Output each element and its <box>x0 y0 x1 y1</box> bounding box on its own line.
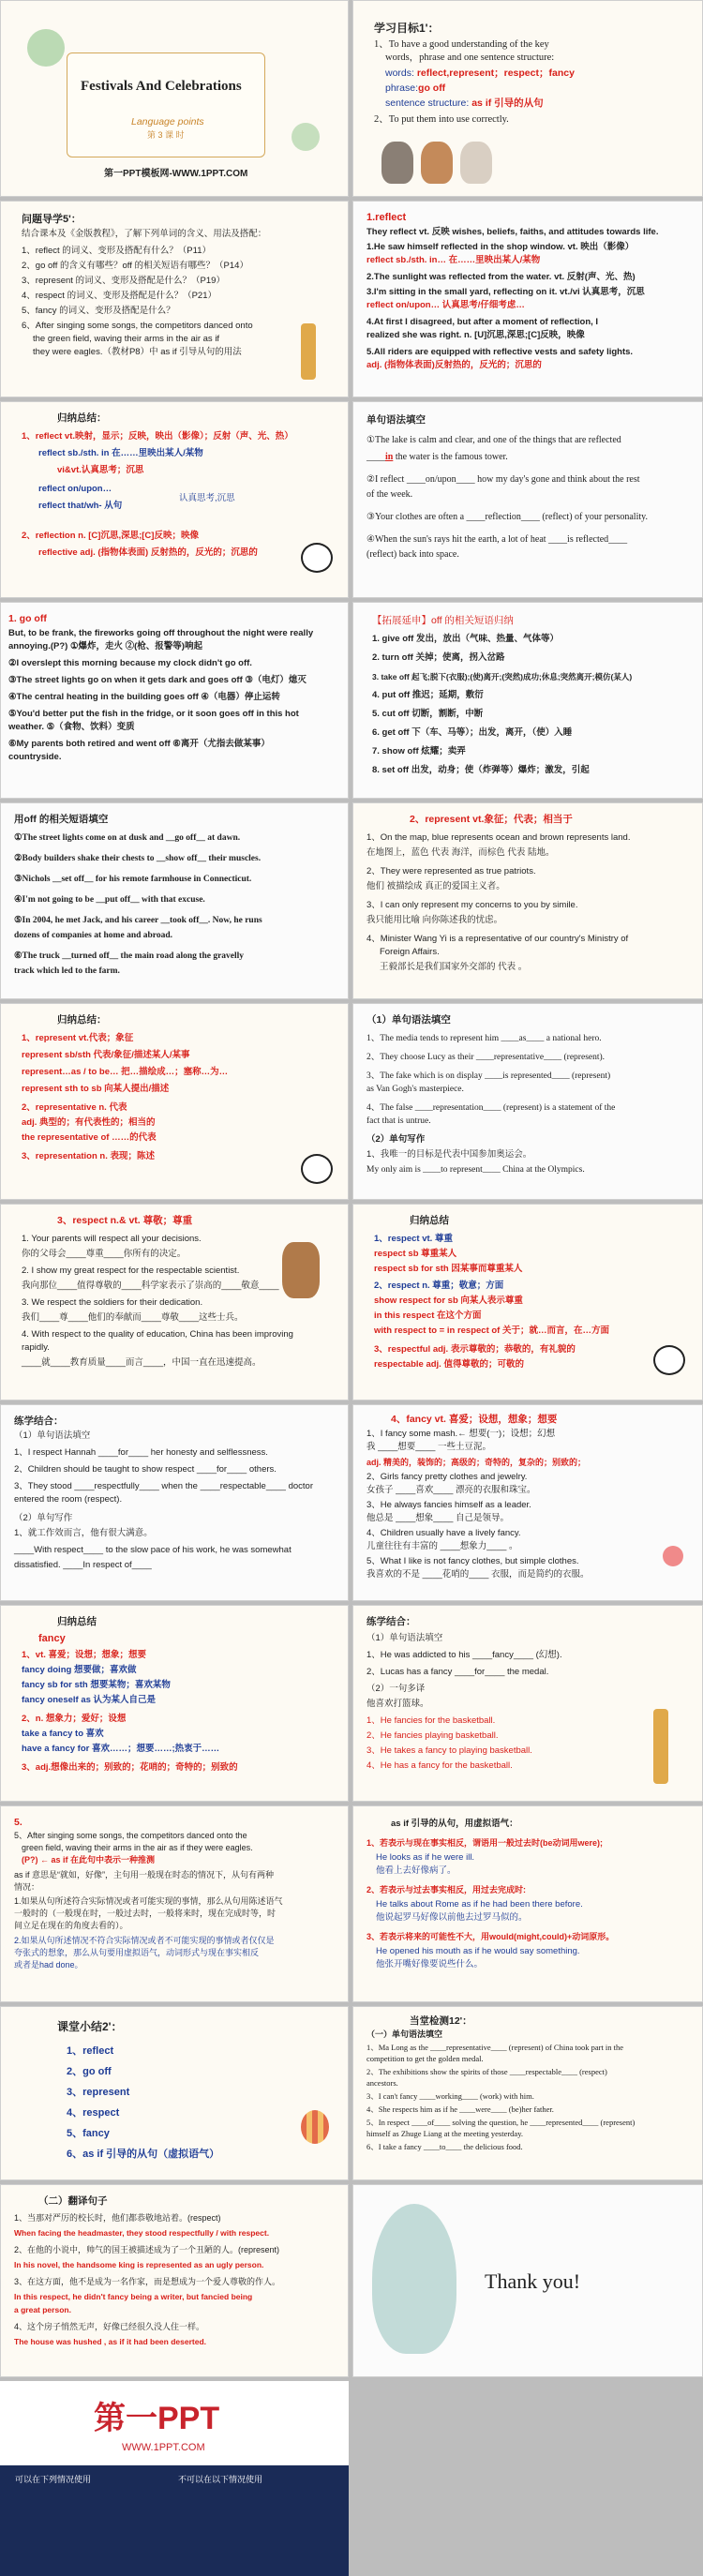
rep-summary-1: 1、represent vt.代表；象征 <box>22 1033 134 1043</box>
respect-line-7: 4. With respect to the quality of education, China has been improving <box>22 1329 293 1340</box>
off-ex-6: dozens of companies at home and abroad. <box>14 931 172 940</box>
rep-summary-6: adj. 典型的；有代表性的；相当的 <box>22 1117 156 1128</box>
words-label: words: <box>385 67 417 79</box>
objective-line-5 <box>385 97 544 110</box>
off-phrase-7: 7. show off 炫耀；卖弄 <box>372 746 466 756</box>
rep-ex-9: My only aim is ____to represent____ China at the Olympics. <box>366 1165 585 1175</box>
resp-summary-7: with respect to = in respect of 关于；就…而言，在…方面 <box>374 1325 609 1336</box>
resp-summary-heading: 归纳总结 <box>410 1215 449 1226</box>
rep-ex-3: 3、The fake which is on display ____is represented____ (represent) <box>366 1071 611 1081</box>
represent-line-9: 王毅部长是我们国家外交部的 代表 。 <box>380 962 528 972</box>
empty-area <box>352 2381 703 2576</box>
phrase-label: phrase: <box>385 82 419 94</box>
blank-line: ____ <box>366 452 385 462</box>
fancy-summary-6: take a fancy to 喜欢 <box>22 1729 104 1739</box>
resp-summary-5: show respect for sb 向某人表示尊重 <box>374 1295 523 1306</box>
as-if-line-2: green field, waving their arms in the air as if they were eagles. <box>22 1843 253 1852</box>
respect-heading: 3、respect n.& vt. 尊敬；尊重 <box>57 1215 193 1226</box>
resp-ex-1: 1、I respect Hannah ____for____ her honesty and selflessness. <box>14 1447 268 1458</box>
represent-line-1: 1、On the map, blue represents ocean and brown represents land. <box>366 832 631 843</box>
respect-line-3: 2. I show my great respect for the respectable scientist. <box>22 1266 240 1276</box>
check-6: 4、She respects him as if he ____were____ (be)her father. <box>366 2104 554 2114</box>
slide-as-if-subjunctive <box>352 1805 703 2002</box>
summary-item-1: 1、reflect <box>67 2045 114 2057</box>
summary-item-5: 5、fancy <box>67 2128 110 2139</box>
slide-off-phrases <box>352 602 703 799</box>
resp-ex-2: 2、Children should be taught to show respect ____for____ others. <box>14 1464 277 1475</box>
footer-text: 第一PPT模板网-WWW.1PPT.COM <box>104 169 248 179</box>
go-off-line-2: annoying.(P?) ①爆炸，走火 ②(枪、报警等)响起 <box>8 641 202 651</box>
fancy-summary-7: have a fancy for 喜欢……；想要……;热衷于…… <box>22 1744 220 1754</box>
represent-line-4: 他们 被描绘成 真正的爱国主义者。 <box>366 881 505 891</box>
go-off-line-5: ④The central heating in the building goes off ④（电器）停止运转 <box>8 692 280 702</box>
deer-icon <box>282 1242 320 1298</box>
as-if-line-7: 一般时的（一般现在时，一般过去时，一般将来时，现在完成时等，时 <box>14 1909 277 1918</box>
fancy-line-9: 儿童往往有丰富的 ____想象力____ 。 <box>366 1541 518 1551</box>
class-summary-heading: 课堂小结2'： <box>57 2020 123 2033</box>
as-if-heading: 5. <box>14 1817 22 1828</box>
objective-line-2: words，phrase and one sentence structure: <box>385 52 555 63</box>
off-exercise-heading: 用off 的相关短语填空 <box>14 814 109 825</box>
fancy-line-10: 5、What I like is not fancy clothes, but simple clothes. <box>366 1556 579 1566</box>
slide-check <box>352 2006 703 2180</box>
respect-line-8: rapidly. <box>22 1342 50 1353</box>
guide-item-2: 2、go off 的含义有哪些？off 的相关短语有哪些？（P14） <box>22 261 248 271</box>
rep-ex-7: （2）单句写作 <box>366 1134 426 1145</box>
guide-item-6b: the green field, waving their arms in the air as if <box>33 334 220 344</box>
rep-summary-3: represent…as / to be… 把…描绘成…；塞称…为… <box>22 1067 229 1077</box>
animal-icon-2 <box>421 142 453 184</box>
title-box <box>67 52 265 157</box>
fancy-line-7: 他总是 ____想象____ 自己是领导。 <box>366 1513 510 1523</box>
translation-9: The house was hushed , as if it had been deserted. <box>14 2337 206 2346</box>
go-off-line-4: ③The street lights go on when it gets dark and goes off ③（电灯）熄灭 <box>8 675 307 685</box>
off-phrase-5: 5. cut off 切断，割断，中断 <box>372 709 484 719</box>
resp-ex-3: 3、They stood ____respectfully____ when the ____respectable____ doctor <box>14 1481 313 1491</box>
flower-icon <box>663 1546 683 1566</box>
exercise-line-2-rest: the water is the famous tower. <box>395 452 508 462</box>
go-off-heading: 1. go off <box>8 613 47 624</box>
slide-respect-exercise <box>0 1404 349 1601</box>
off-ex-2: ②Body builders shake their chests to __show off__ their muscles. <box>14 854 262 863</box>
brand-col-1: 可以在下列情况使用 <box>15 2475 92 2484</box>
fancy-ex-5: 1、He fancies for the basketball. <box>366 1715 496 1726</box>
off-phrase-8: 8. set off 出发，动身；使（炸弹等）爆炸；激发，引起 <box>372 765 590 775</box>
translation-7: a great person. <box>14 2305 71 2314</box>
slide-reflect <box>352 201 703 397</box>
reflect-line-3: reflect sb./sth. in… 在……里映出某人/某物 <box>366 255 541 265</box>
slide-fancy <box>352 1404 703 1601</box>
respect-line-4: 我向那位____值得尊敬的____科学家表示了崇高的____敬意____ <box>22 1281 279 1291</box>
subj-line-1: as if 引导的从句，用虚拟语气： <box>391 1819 518 1829</box>
fancy-summary-heading: 归纳总结 <box>57 1616 97 1627</box>
fancy-heading: 4、fancy vt. 喜爱；设想，想象；想要 <box>391 1414 558 1425</box>
fancy-summary-4: fancy oneself as 认为某人自己是 <box>22 1695 157 1705</box>
rep-ex-4: as Van Gogh's masterpiece. <box>366 1085 464 1094</box>
go-off-line-6: ⑤You'd better put the fish in the fridge, or it soon goes off in this hot <box>8 709 299 719</box>
represent-line-7: 4、Minister Wang Yi is a representative of our country's Ministry of <box>366 934 629 944</box>
rep-summary-5: 2、representative n. 代表 <box>22 1102 127 1113</box>
objective-line-6: 2、To put them into use correctly. <box>374 114 509 125</box>
represent-line-6: 我只能用比喻 向你陈述我的忧虑。 <box>366 915 503 925</box>
objective-line-4 <box>385 82 445 95</box>
respect-line-5: 3. We respect the soldiers for their dedication. <box>22 1297 203 1308</box>
subj-line-7: 他说起罗马好像以前他去过罗马似的。 <box>376 1912 528 1923</box>
slide-reflect-summary <box>0 401 349 598</box>
summary-line-3: vi&vt.认真思考；沉思 <box>57 465 144 475</box>
translation-2: When facing the headmaster, they stood respectfully / with respect. <box>14 2228 270 2238</box>
animal-icon-3 <box>460 142 492 184</box>
slide-title-text: Festivals And Celebrations <box>81 79 242 94</box>
fancy-ex-heading: 练学结合： <box>366 1616 416 1627</box>
slide-represent <box>352 802 703 999</box>
summary-line-1: 1、reflect vt.映射，显示；反映，映出（影像）；反射（声、光、热） <box>22 431 293 442</box>
fancy-line-5: 女孩子 ____喜欢____ 漂亮的衣服和珠宝。 <box>366 1485 536 1495</box>
rep-ex-1: 1、The media tends to represent him ____as____ a national hero. <box>366 1034 602 1043</box>
slide-fancy-exercise <box>352 1605 703 1802</box>
panda-icon <box>301 543 333 573</box>
as-if-line-11: 或者是had done。 <box>14 1960 83 1969</box>
check-7: 5、In respect ____of____ solving the question, he ____represented____ (represent) <box>366 2118 636 2127</box>
subj-line-4: 他看上去好像病了。 <box>376 1865 456 1876</box>
subj-line-8: 3、若表示将来的可能性不大，用would(might,could)+动词原形。 <box>366 1932 615 1941</box>
as-if-line-1: 5、After singing some songs, the competitors danced onto the <box>14 1831 247 1840</box>
guide-item-6c: they were eagles.（教材P8）中 as if 引导从句的用法 <box>33 347 242 357</box>
as-if-line-4: as if 意思是“就如，好像”，主句用一般现在时态的情况下，从句有两种 <box>14 1870 275 1880</box>
objective-line-3 <box>385 67 575 80</box>
summary-line-4: reflect on/upon… <box>38 484 112 494</box>
go-off-line-3: ②I overslept this morning because my clock didn't go off. <box>8 658 252 668</box>
fancy-line-1: 1、I fancy some mash.← 想要(一)；设想；幻想 <box>366 1429 556 1439</box>
translation-5: 3、在这方面，他不是成为一名作家，而是想成为一个爱人尊敬的作人。 <box>14 2277 281 2286</box>
resp-summary-1: 1、respect vt. 尊重 <box>374 1234 453 1244</box>
rep-summary-7: the representative of ……的代表 <box>22 1132 157 1143</box>
brand-logo: 第一PPT <box>94 2401 220 2436</box>
check-8: himself as Zhuge Liang at the meeting yesterday. <box>366 2129 524 2138</box>
reflect-line-5: 3.I'm sitting in the small yard, reflecting on it. vt./vi 认真思考，沉思 <box>366 287 645 297</box>
respect-line-2: 你的父母会____尊重____你所有的决定。 <box>22 1249 187 1259</box>
resp-summary-8: 3、respectful adj. 表示尊敬的；恭敬的，有礼貌的 <box>374 1344 576 1355</box>
leaf-icon <box>27 29 65 67</box>
fancy-ex-4: 他喜欢打篮球。 <box>366 1699 429 1709</box>
off-phrase-2: 2. turn off 关掉；使离，拐入岔路 <box>372 652 505 663</box>
reflect-heading: 1.reflect <box>366 212 407 223</box>
summary-item-3: 3、represent <box>67 2087 130 2098</box>
reflect-line-1: They reflect vt. 反映 wishes, beliefs, faiths, and attitudes towards life. <box>366 227 659 237</box>
slide-objectives <box>352 0 703 197</box>
guide-item-3: 3、represent 的词义、变形及搭配是什么？（P19） <box>22 276 225 286</box>
resp-ex-0: （1）单句语法填空 <box>14 1430 91 1441</box>
off-phrase-6: 6. get off 下（车、马等）；出发，离开，（使）入睡 <box>372 727 573 738</box>
fancy-line-3: adj. 精美的，装饰的；高级的；奇特的，复杂的；别致的； <box>366 1458 587 1467</box>
slide-represent-summary <box>0 1003 349 1200</box>
summary-line-8: reflective adj. (指物体表面) 反射热的，反光的；沉思的 <box>38 547 258 558</box>
objectives-heading: 学习目标1'： <box>374 22 440 35</box>
off-ex-7: ⑥The truck __turned off__ the main road along the gravelly <box>14 951 245 961</box>
slide-reflect-exercise <box>352 401 703 598</box>
exercise-line-6: ④When the sun's rays hit the earth, a lot of heat ____is reflected____ <box>366 534 628 545</box>
translation-8: 4、这个房子悄然无声，好像已经很久没人住一样。 <box>14 2322 205 2331</box>
represent-line-2: 在地图上，蓝色 代表 海洋，而棕色 代表 陆地。 <box>366 847 555 858</box>
summary-line-5: reflect that/wh- 从句 <box>38 501 123 511</box>
off-phrase-1: 1. give off 发出，放出（气味、热量、气体等） <box>372 634 559 644</box>
off-phrase-4: 4. put off 推迟；延期，敷衍 <box>372 690 484 700</box>
represent-heading: 2、represent vt.象征；代表；相当于 <box>410 814 573 825</box>
guide-item-5: 5、fancy 的词义、变形及搭配是什么？ <box>22 306 175 316</box>
summary-heading: 归纳总结： <box>57 412 107 424</box>
as-if-line-8: 间立足在现在的角度去看的）。 <box>14 1921 128 1930</box>
fancy-ex-6: 2、He fancies playing basketball. <box>366 1730 499 1741</box>
resp-summary-9: respectable adj. 值得尊敬的；可敬的 <box>374 1359 524 1370</box>
subj-line-9: He opened his mouth as if he would say something. <box>376 1946 580 1956</box>
resp-ex-8: dissatisfied. ____In respect of____ <box>14 1560 152 1570</box>
exercise-line-7: (reflect) back into space. <box>366 549 459 560</box>
resp-ex-5: （2）单句写作 <box>14 1513 73 1523</box>
subj-line-6: He talks about Rome as if he had been there before. <box>376 1899 583 1910</box>
subj-line-2: 1、若表示与现在事实相反，谓语用一般过去时(be动词用were); <box>366 1838 604 1848</box>
reflect-line-10: adj. (指物体表面)反射热的，反光的；沉思的 <box>366 360 542 370</box>
exercise-line-2 <box>366 451 508 464</box>
resp-ex-6: 1、就工作效而言，他有很大满意。 <box>14 1528 153 1538</box>
thanks-text: Thank you! <box>485 2269 581 2293</box>
check-2: competition to get the golden medal. <box>366 2054 484 2063</box>
exercise-line-3: ②I reflect ____on/upon____ how my day's gone and think about the rest <box>366 474 640 485</box>
summary-line-2: reflect sb./sth. in 在……里映出某人/某物 <box>38 448 203 458</box>
rep-ex-6: fact that is untrue. <box>366 1116 431 1126</box>
summary-item-6: 6、as if 引导的从句（虚拟语气） <box>67 2149 220 2160</box>
brand-url: WWW.1PPT.COM <box>122 2442 205 2453</box>
fancy-summary-2: fancy doing 想要做；喜欢做 <box>22 1665 137 1675</box>
subj-line-10: 他张开嘴好像要说些什么。 <box>376 1959 484 1969</box>
fancy-summary-3: fancy sb for sth 想要某物；喜欢某物 <box>22 1680 171 1690</box>
resp-ex-7: ____With respect____ to the slow pace of his work, he was somewhat <box>14 1545 292 1555</box>
translation-6: In this respect, he didn't fancy being a writer, but fancied being <box>14 2292 253 2301</box>
check-9: 6、I take a fancy ____to____ the delicious food. <box>366 2142 523 2151</box>
guide-item-4: 4、respect 的词义、变形及搭配是什么？（P21） <box>22 291 217 301</box>
slide-respect-summary <box>352 1204 703 1400</box>
as-if-line-5: 情况： <box>14 1882 40 1892</box>
go-off-line-9: countryside. <box>8 752 62 762</box>
as-if-line-9: 2.如果从句所述情况不符合实际情况或者不可能实现的事情或者仅仅是 <box>14 1936 275 1945</box>
words-value: reflect,represent；respect；fancy <box>416 67 575 79</box>
slide-off-exercise <box>0 802 349 999</box>
reflect-line-4: 2.The sunlight was reflected from the water. vt. 反射(声、光、热) <box>366 272 636 282</box>
guide-item-6: 6、After singing some songs, the competitors danced onto <box>22 321 253 331</box>
off-phrase-3: 3. take off 起飞;脱下(衣服);(使)离开;(突然)成功;休息;突然离开;模仿(某人) <box>372 672 633 681</box>
resp-summary-4: 2、respect n. 尊重；敬意；方面 <box>374 1281 504 1291</box>
slide-class-summary <box>0 2006 349 2180</box>
slide-go-off <box>0 602 349 799</box>
summary-line-7: 2、reflection n. [C]沉思,深思;[C]反映；映像 <box>22 531 199 541</box>
rep-summary-heading: 归纳总结： <box>57 1014 107 1026</box>
fancy-ex-0: （1）单句语法填空 <box>366 1633 443 1643</box>
check-1: 1、Ma Long as the ____representative____ (represent) of China took part in the <box>366 2043 624 2052</box>
rep-summary-8: 3、representation n. 表现；陈述 <box>22 1151 155 1161</box>
fancy-line-2: 我 ____想要____ 一些土豆泥。 <box>366 1442 492 1452</box>
reflect-line-2: 1.He saw himself reflected in the shop window. vt. 映出（影像） <box>366 242 635 252</box>
brand-panel <box>0 2381 349 2576</box>
subj-line-3: He looks as if he were ill. <box>376 1852 475 1863</box>
reflect-line-7: 4.At first I disagreed, but after a moment of reflection, I <box>366 317 599 327</box>
check-0: （一）单句语法填空 <box>366 2029 443 2039</box>
respect-line-1: 1. Your parents will respect all your decisions. <box>22 1234 202 1244</box>
resp-ex-4: entered the room (respect). <box>14 1494 123 1505</box>
fancy-line-11: 我喜欢的不是 ____花哨的____ 衣服，而是简约的衣服。 <box>366 1569 590 1580</box>
resp-ex-heading: 练学结合： <box>14 1415 64 1427</box>
slide-respect <box>0 1204 349 1400</box>
resp-summary-3: respect sb for sth 因某事而尊重某人 <box>374 1264 523 1274</box>
off-ex-3: ③Nichols __set off__ for his remote farmhouse in Connecticut. <box>14 875 252 884</box>
rep-summary-4: represent sth to sb 向某人提出/描述 <box>22 1084 170 1094</box>
fancy-ex-1: 1、He was addicted to his ____fancy____ (幻想). <box>366 1650 562 1660</box>
summary-item-4: 4、respect <box>67 2107 120 2119</box>
brand-col-2: 不可以在以下情况使用 <box>178 2475 263 2484</box>
fancy-line-6: 3、He always fancies himself as a leader. <box>366 1500 531 1510</box>
slide-translation <box>0 2184 349 2377</box>
fancy-summary-1: 1、vt. 喜爱；设想；想象；想要 <box>22 1650 147 1660</box>
respect-line-9: ____就____教育质量____而言____，中国一直在迅速提高。 <box>22 1357 262 1368</box>
brand-info-panel <box>0 2465 349 2576</box>
check-4: ancestors. <box>366 2078 398 2088</box>
slide-as-if <box>0 1805 349 2002</box>
go-off-line-7: weather. ⑤（食物、饮料）变质 <box>8 722 135 732</box>
fancy-line-8: 4、Children usually have a lively fancy. <box>366 1528 521 1538</box>
fancy-ex-7: 3、He takes a fancy to playing basketball. <box>366 1745 532 1756</box>
translation-1: 1、当那对严厉的校长时，他们都恭敬地站着。(respect) <box>14 2213 221 2223</box>
structure-value: as if 引导的从句 <box>471 97 544 109</box>
fancy-summary-8: 3、adj.想像出来的；别致的；花哨的；奇特的；别致的 <box>22 1762 238 1773</box>
fancy-line-4: 2、Girls fancy pretty clothes and jewelry. <box>366 1472 528 1482</box>
translation-4: In his novel, the handsome king is represented as an ugly person. <box>14 2260 264 2269</box>
exercise-line-4: of the week. <box>366 489 413 500</box>
rep-ex-5: 4、The false ____representation____ (represent) is a statement of the <box>366 1103 616 1113</box>
go-off-line-8: ⑥My parents both retired and went off ⑥离开（尤指去做某事） <box>8 739 270 749</box>
fancy-summary-5: 2、n. 想象力；爱好；设想 <box>22 1714 127 1724</box>
off-ex-5: ⑤In 2004, he met Jack, and his career __took off__. Now, he runs <box>14 916 262 925</box>
off-ex-1: ①The street lights come on at dusk and __go off__ at dawn. <box>14 833 241 843</box>
translation-3: 2、在他的小说中，帅气的国王被描述成为了一个丑陋的人。(represent) <box>14 2245 280 2254</box>
slide-title <box>0 0 349 197</box>
summary-line-6: 认真思考,沉思 <box>179 493 235 503</box>
answer-in: in <box>385 452 394 462</box>
represent-line-8: Foreign Affairs. <box>380 947 440 957</box>
fancy-ex-3: （2）一句多译 <box>366 1684 426 1694</box>
rep-ex-2: 2、They choose Lucy as their ____representative____ (represent). <box>366 1053 606 1062</box>
as-if-line-3: (P?) ← as if 在此句中表示一种推测 <box>22 1855 156 1865</box>
resp-summary-6: in this respect 在这个方面 <box>374 1310 482 1321</box>
resp-summary-2: respect sb 尊重某人 <box>374 1249 457 1259</box>
reflect-line-9: 5.All riders are equipped with reflective vests and safety lights. <box>366 347 634 357</box>
subj-line-5: 2、若表示与过去事实相反，用过去完成时: <box>366 1885 527 1895</box>
subtitle-2: 第 3 课 时 <box>147 130 185 140</box>
fancy-ex-8: 4、He has a fancy for the basketball. <box>366 1760 513 1771</box>
represent-line-5: 3、I can only represent my concerns to you by simile. <box>366 900 578 910</box>
subtitle: Language points <box>131 116 204 127</box>
fancy-ex-2: 2、Lucas has a fancy ____for____ the medal. <box>366 1667 549 1677</box>
off-ex-4: ④I'm not going to be __put off__ with that excuse. <box>14 895 205 905</box>
reflect-line-6: reflect on/upon… 认真思考/仔细考虑… <box>366 300 525 310</box>
phrase-value: go off <box>418 82 446 94</box>
fancy-summary-0: fancy <box>38 1633 66 1644</box>
slide-guided-questions <box>0 201 349 397</box>
check-3: 2、The exhibitions show the spirits of those ____respectable____ (respect) <box>366 2067 607 2076</box>
represent-line-3: 2、They were represented as true patriots. <box>366 866 536 876</box>
as-if-line-6: 1.如果从句所述符合实际情况或者可能实现的事情，那么从句用陈述语气 <box>14 1896 283 1906</box>
reflect-line-8: realized she was right. n. [U]沉思,深思;[C]反映，映像 <box>366 330 585 340</box>
summary-item-2: 2、go off <box>67 2066 112 2077</box>
translation-heading: （二）翻译句子 <box>38 2195 108 2207</box>
slide-thanks <box>352 2184 703 2377</box>
as-if-line-10: 夸张式的想象，那么从句要用虚拟语气，动词形式与现在事实相反 <box>14 1948 260 1957</box>
giraffe-icon <box>653 1709 668 1784</box>
slide-represent-exercise <box>352 1003 703 1200</box>
go-off-line-1: But, to be frank, the fireworks going off throughout the night were really <box>8 628 314 638</box>
giraffe-icon <box>301 323 316 380</box>
rep-ex-heading: （1）单句语法填空 <box>366 1014 451 1026</box>
structure-label: sentence structure: <box>385 97 472 109</box>
balloon-icon <box>301 2110 329 2144</box>
guide-heading: 问题导学5'： <box>22 214 82 225</box>
plant-icon <box>372 2204 456 2354</box>
exercise-line-1: ①The lake is calm and clear, and one of the things that are reflected <box>366 435 621 445</box>
exercise-heading: 单句语法填空 <box>366 414 426 426</box>
rep-ex-8: 1、我唯一的目标是代表中国参加奥运会。 <box>366 1149 532 1160</box>
guide-item-1: 1、reflect 的词义、变形及搭配有什么？（P11） <box>22 246 211 256</box>
check-5: 3、I can't fancy ____working____ (work) with him. <box>366 2091 534 2101</box>
check-heading: 当堂检测12'： <box>410 2015 472 2027</box>
off-ex-8: track which led to the farm. <box>14 966 120 976</box>
panda-icon <box>301 1154 333 1184</box>
off-phrases-heading: 【拓展延申】off 的相关短语归纳 <box>372 615 514 626</box>
leaf-icon-2 <box>292 123 320 151</box>
rep-summary-2: represent sb/sth 代表/象征/描述某人/某事 <box>22 1050 190 1060</box>
animal-icon <box>381 142 413 184</box>
objective-line-1: 1、To have a good understanding of the key <box>374 39 549 50</box>
slide-fancy-summary <box>0 1605 349 1802</box>
panda-icon <box>653 1345 685 1375</box>
exercise-line-5: ③Your clothes are often a ____reflection____ (reflect) of your personality. <box>366 512 648 522</box>
respect-line-6: 我们____尊____他们的奉献而____尊敬____这些士兵。 <box>22 1312 244 1323</box>
guide-intro: 结合课本及《金版教程》，了解下列单词的含义、用法及搭配： <box>22 229 267 239</box>
